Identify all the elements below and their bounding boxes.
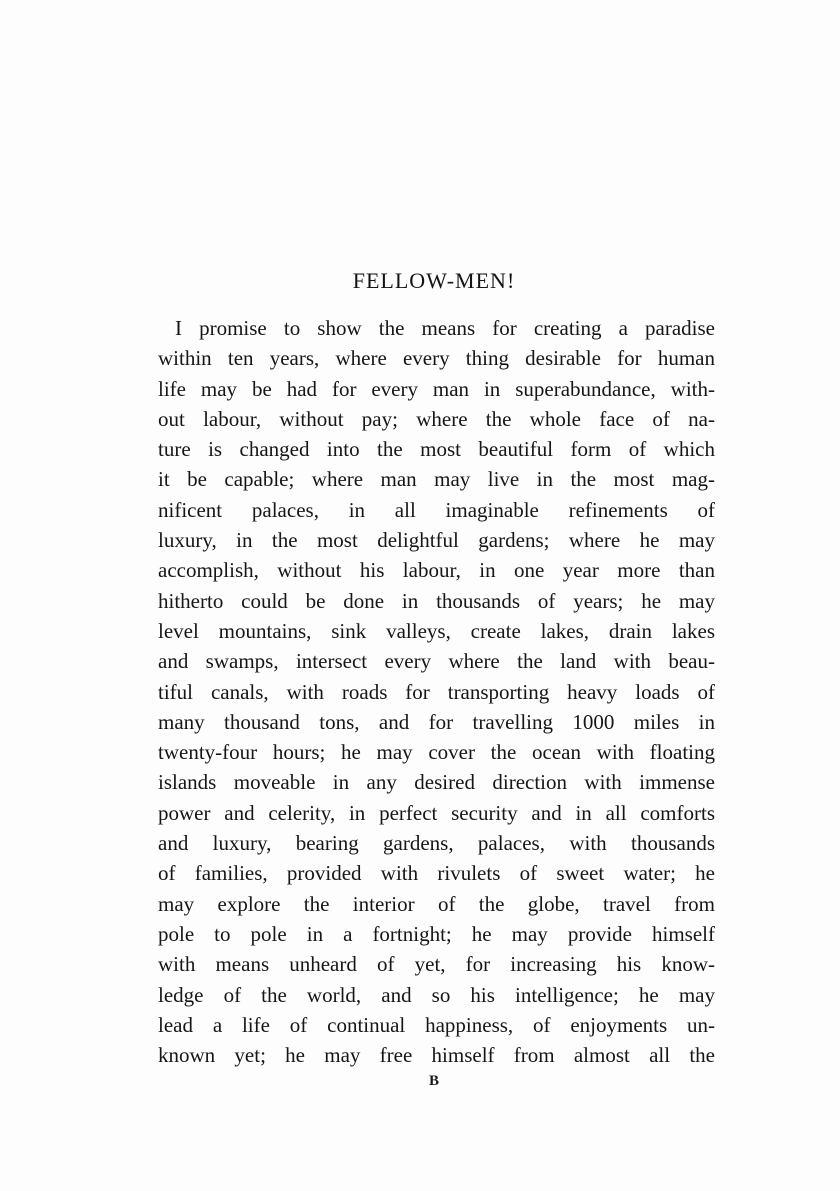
text-line: twenty-four hours; he may cover the ocean with floating [158,740,715,765]
text-line: life may be had for every man in superabundance, with- [158,376,715,401]
text-line: ture is changed into the most beautiful form of which [158,437,715,462]
text-line: with means unheard of yet, for increasing his know- [158,952,715,977]
text-line: known yet; he may free himself from almost all the [158,1043,715,1068]
text-line: within ten years, where every thing desirable for human [158,346,715,371]
text-line: pole to pole in a fortnight; he may provide himself [158,921,715,946]
text-line: may explore the interior of the globe, travel from [158,891,715,916]
text-line: out labour, without pay; where the whole face of na- [158,406,715,431]
text-line: and luxury, bearing gardens, palaces, with thousands [158,831,715,856]
text-line: islands moveable in any desired direction with immense [158,770,715,795]
text-line: nificent palaces, in all imaginable refinements of [158,497,715,522]
text-line: level mountains, sink valleys, create lakes, drain lakes [158,618,715,643]
text-line: of families, provided with rivulets of sweet water; he [158,861,715,886]
text-line: tiful canals, with roads for transporting heavy loads of [158,679,715,704]
text-line: it be capable; where man may live in the most mag- [158,467,715,492]
text-line: ledge of the world, and so his intelligence; he may [158,982,715,1007]
text-line: and swamps, intersect every where the land with beau- [158,649,715,674]
signature-mark: B [428,1073,439,1089]
text-line: luxury, in the most delightful gardens; where he may [158,528,715,553]
text-line: I promise to show the means for creating a paradise [175,316,715,340]
text-line: accomplish, without his labour, in one year more than [158,558,715,583]
text-line: lead a life of continual happiness, of enjoyments un- [158,1012,715,1037]
page-heading: FELLOW-MEN! [352,268,516,293]
text-line: power and celerity, in perfect security and in all comforts [158,800,715,825]
text-line: many thousand tons, and for travelling 1000 miles in [158,709,715,734]
body-paragraph [158,313,715,1070]
text-line: hitherto could be done in thousands of years; he may [158,588,715,613]
